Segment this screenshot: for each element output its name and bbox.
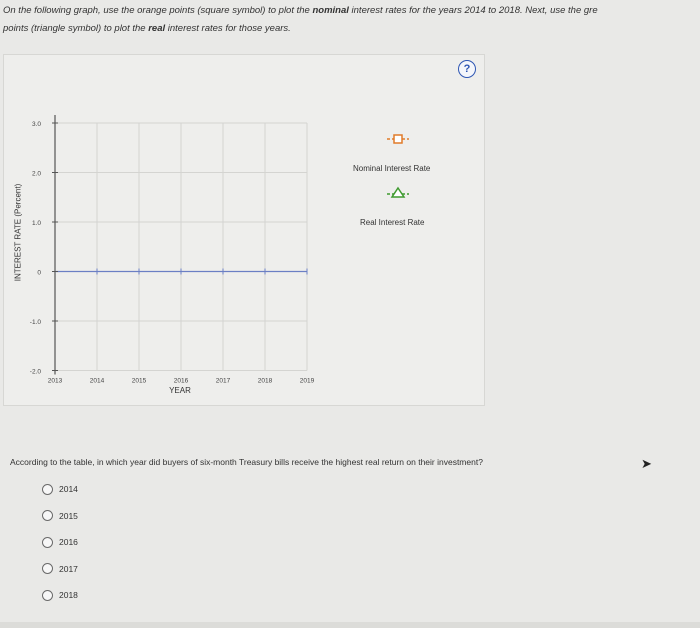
x-tick-label: 2017 <box>215 377 231 385</box>
radio-button[interactable] <box>42 590 53 601</box>
option-label: 2015 <box>59 510 78 521</box>
mouse-cursor-icon: ➤ <box>641 456 652 471</box>
help-icon[interactable]: ? <box>458 60 476 78</box>
x-tick-label: 2015 <box>131 377 147 385</box>
option-2016[interactable] <box>42 529 78 556</box>
option-label: 2014 <box>59 484 78 495</box>
answer-options <box>42 476 78 609</box>
y-tick-label: 1.0 <box>31 220 41 227</box>
x-tick-label: 2018 <box>257 377 273 385</box>
y-tick-label: 2.0 <box>31 170 41 178</box>
y-axis-title: INTEREST RATE (Percent) <box>13 183 23 282</box>
y-tick-label: 0 <box>37 269 41 277</box>
real-rate-tool-triangle-icon[interactable] <box>386 186 410 200</box>
x-tick-label: 2019 <box>299 377 315 385</box>
radio-button[interactable] <box>42 484 53 495</box>
real-rate-tool-label: Real Interest Rate <box>360 218 425 227</box>
option-label: 2016 <box>59 537 78 548</box>
radio-button[interactable] <box>42 563 53 574</box>
y-tick-label: -1.0 <box>29 319 41 326</box>
x-tick-labels <box>48 378 315 385</box>
nominal-rate-tool-label: Nominal Interest Rate <box>353 164 431 173</box>
x-tick-label: 2016 <box>173 377 189 385</box>
x-tick-label: 2014 <box>89 377 105 385</box>
option-2017[interactable] <box>42 556 78 583</box>
option-label: 2017 <box>59 563 78 574</box>
radio-button[interactable] <box>42 537 53 548</box>
graph-axes <box>52 115 307 375</box>
x-tick-label: 2013 <box>47 377 63 385</box>
y-tick-label: 3.0 <box>31 121 41 128</box>
nominal-rate-tool-square-icon[interactable] <box>386 132 410 146</box>
option-2018[interactable] <box>42 582 78 609</box>
option-2014[interactable] <box>42 476 78 503</box>
option-2015[interactable] <box>42 503 78 530</box>
question-text: According to the table, in which year did buyers of six-month Treasury bills receive the highest real return on their investment? <box>10 457 483 467</box>
page-bottom-edge <box>0 622 700 628</box>
graph-grid <box>55 123 307 371</box>
instructions-line-2: points (triangle symbol) to plot the real interest rates for those years. <box>3 23 291 34</box>
option-label: 2018 <box>59 590 78 601</box>
y-tick-label: -2.0 <box>29 368 41 376</box>
y-tick-labels <box>30 121 42 376</box>
radio-button[interactable] <box>42 510 53 521</box>
x-axis-title: YEAR <box>169 386 191 395</box>
instructions-line-1: On the following graph, use the orange points (square symbol) to plot the nominal interest rates for the years 2014 to 2018. Next, use the gre <box>3 5 598 16</box>
